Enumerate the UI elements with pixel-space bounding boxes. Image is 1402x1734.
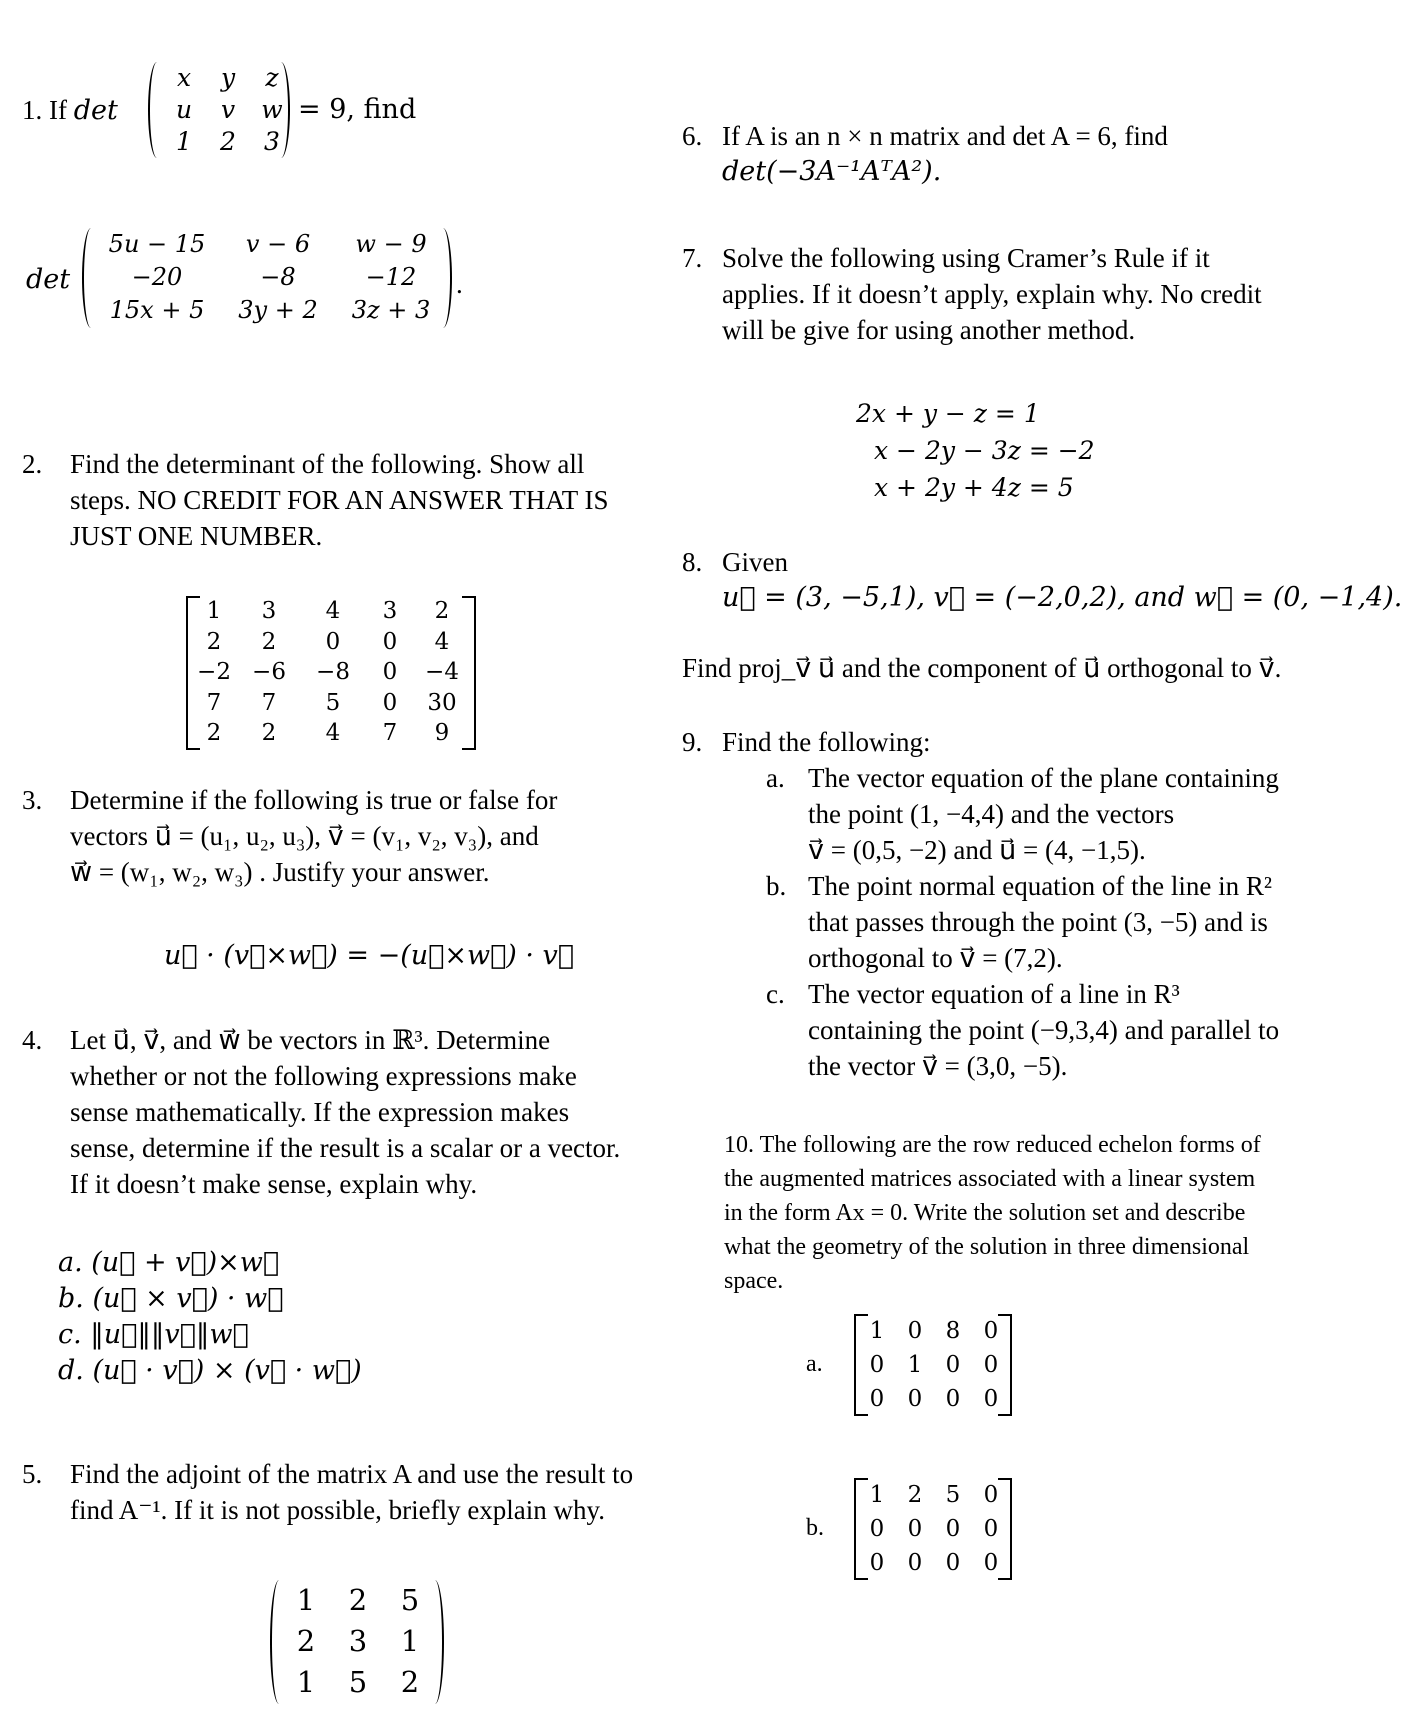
q1-matrix-1 (148, 62, 290, 158)
matrix-cell: 3 (348, 1624, 368, 1658)
matrix-cell: −8 (260, 263, 296, 291)
matrix-cell: 1 (176, 127, 192, 156)
matrix-cell: 1 (296, 1583, 316, 1617)
q7-line-3: will be give for using another method. (722, 315, 1136, 345)
q1-period: . (456, 269, 463, 299)
matrix-cell: −20 (131, 263, 183, 291)
q3-line-3: w⃗ = (w₁, w₂, w₃) . Justify your answer. (70, 857, 490, 887)
matrix-cell: 1 (907, 1352, 923, 1378)
q8-number: 8. (682, 547, 703, 577)
matrix-cell: 3 (264, 127, 280, 156)
q6-line-2: det(−3A⁻¹AᵀA²). (722, 156, 942, 187)
matrix-cell: 3 (261, 598, 277, 624)
q1-number: 1. (22, 95, 43, 125)
matrix-cell: 0 (907, 1386, 923, 1412)
q10-line-4: what the geometry of the solution in three dimensional (724, 1234, 1250, 1260)
matrix-cell: 2 (261, 720, 277, 746)
q9b-line-2: that passes through the point (3, −5) and is (808, 907, 1268, 937)
q4-item-a: a. (u⃗ + v⃗)×w⃗ (58, 1247, 280, 1278)
q10-line-3: in the form Ax = 0. Write the solution set and describe (724, 1200, 1246, 1226)
matrix-cell: 0 (907, 1516, 923, 1542)
q9a-line-3: v⃗ = (0,5, −2) and u⃗ = (4, −1,5). (808, 835, 1146, 865)
matrix-cell: 2 (206, 628, 222, 655)
q10a-matrix-cells (858, 1314, 1010, 1416)
q7-line-2: applies. If it doesn’t apply, explain why. No credit (722, 279, 1262, 309)
matrix-cell: 4 (434, 628, 450, 655)
q5-line-2: find A⁻¹. If it is not possible, briefly explain why. (70, 1495, 606, 1525)
matrix-cell: 5 (348, 1665, 368, 1699)
q4-item-b: b. (u⃗ × v⃗) · w⃗ (58, 1283, 284, 1314)
q7-equation-2: x − 2y − 3z = −2 (874, 436, 1095, 465)
q2-line-3: JUST ONE NUMBER. (70, 521, 323, 551)
q10-line-5: space. (724, 1268, 784, 1294)
q10b-matrix (854, 1478, 1012, 1580)
matrix-cell: −6 (252, 659, 286, 685)
matrix-cell: −8 (316, 659, 350, 685)
matrix-cell: 5u − 15 (108, 230, 206, 258)
q2-line-1: Find the determinant of the following. Show all (70, 449, 585, 479)
q2-line-2: steps. NO CREDIT FOR AN ANSWER THAT IS (70, 485, 609, 515)
matrix-cell: 30 (427, 689, 457, 716)
q9-number: 9. (682, 727, 703, 757)
question-1 (22, 62, 463, 352)
matrix-cell: z (265, 63, 279, 92)
q7-line-1: Solve the following using Cramer’s Rule if it (722, 243, 1210, 273)
q9a-line-2: the point (1, −4,4) and the vectors (808, 799, 1175, 829)
q9-title: Find the following: (722, 727, 931, 757)
matrix-cell: 0 (869, 1386, 885, 1412)
q9a-label: a. (766, 763, 785, 793)
matrix-cell: 8 (945, 1318, 961, 1344)
q10-line-1: 10. The following are the row reduced echelon forms of (724, 1132, 1261, 1158)
matrix-cell: −2 (197, 659, 231, 685)
q4-item-d: d. (u⃗ · v⃗) × (v⃗ · w⃗) (58, 1355, 362, 1386)
q1-det-label: det (73, 95, 118, 126)
matrix-cell: 2 (206, 720, 222, 746)
q8-find: Find proj_v⃗ u⃗ and the component of u⃗ orthogonal to v⃗. (682, 653, 1282, 683)
matrix-cell: 4 (325, 720, 341, 746)
matrix-cell: 7 (206, 689, 222, 716)
matrix-cell: 0 (945, 1516, 961, 1542)
matrix-cell: 7 (382, 720, 398, 746)
q9b-line-3: orthogonal to v⃗ = (7,2). (808, 943, 1063, 973)
q10b-label: b. (806, 1515, 824, 1541)
q1-matrix-1-cells (162, 62, 294, 158)
matrix-cell: 0 (945, 1386, 961, 1412)
matrix-cell: u (175, 95, 193, 124)
q4-number: 4. (22, 1025, 43, 1055)
matrix-cell: 5 (400, 1583, 420, 1617)
q8-given: Given (722, 547, 788, 577)
matrix-cell: 3y + 2 (238, 296, 318, 324)
matrix-cell: 0 (907, 1550, 923, 1576)
q3-line-2: vectors u⃗ = (u₁, u₂, u₃), v⃗ = (v₁, v₂, v₃), and (70, 821, 539, 851)
matrix-cell: 3z + 3 (351, 296, 431, 324)
q2-matrix-cells (192, 596, 468, 749)
matrix-cell: 2 (434, 598, 450, 624)
q7-equation-1: 2x + y − z = 1 (856, 399, 1040, 428)
matrix-cell: 2 (400, 1665, 420, 1699)
q9b-label: b. (766, 871, 787, 901)
matrix-cell: 7 (261, 689, 277, 716)
matrix-cell: 1 (869, 1318, 885, 1344)
q10a-matrix (854, 1314, 1012, 1416)
q9a-line-1: The vector equation of the plane containing (808, 763, 1279, 793)
q9c-line-2: containing the point (−9,3,4) and parallel to (808, 1015, 1280, 1045)
matrix-cell: 0 (983, 1318, 999, 1344)
matrix-cell: 5 (325, 689, 341, 716)
q6-line-1: If A is an n × n matrix and det A = 6, find (722, 121, 1168, 151)
matrix-cell: w − 9 (355, 230, 427, 258)
q4-line-2: whether or not the following expressions make (70, 1061, 577, 1091)
q3-line-1: Determine if the following is true or false for (70, 785, 558, 815)
matrix-cell: 0 (869, 1516, 885, 1542)
q4-item-c: c. ‖u⃗‖‖v⃗‖w⃗ (58, 1319, 249, 1350)
matrix-cell: 1 (869, 1482, 885, 1508)
matrix-cell: 0 (907, 1318, 923, 1344)
q2-matrix (186, 596, 476, 750)
matrix-cell: 2 (296, 1624, 316, 1658)
matrix-cell: v − 6 (245, 230, 311, 258)
q7-equation-3: x + 2y + 4z = 5 (874, 473, 1074, 502)
q4-line-4: sense, determine if the result is a scalar or a vector. (70, 1133, 621, 1163)
q9c-line-1: The vector equation of a line in R³ (808, 979, 1180, 1009)
matrix-cell: 0 (382, 689, 398, 716)
q1-equals-find: = 9, find (298, 94, 417, 125)
matrix-cell: −12 (365, 263, 417, 291)
matrix-cell: 0 (983, 1482, 999, 1508)
q4-line-3: sense mathematically. If the expression makes (70, 1097, 570, 1127)
matrix-cell: y (220, 63, 236, 92)
matrix-cell: 2 (220, 127, 236, 156)
q10a-label: a. (806, 1351, 823, 1377)
matrix-cell: 2 (261, 628, 277, 655)
matrix-cell: 9 (434, 720, 450, 746)
q10-line-2: the augmented matrices associated with a linear system (724, 1166, 1256, 1192)
matrix-cell: 4 (325, 598, 341, 624)
matrix-cell: 2 (907, 1482, 923, 1508)
matrix-cell: 2 (348, 1583, 368, 1617)
matrix-cell: x (176, 63, 192, 92)
matrix-cell: −4 (425, 659, 459, 685)
q1-matrix-2 (82, 228, 452, 328)
q1-if: If (49, 95, 67, 125)
q1-matrix-2-cells (92, 228, 448, 327)
q9b-line-1: The point normal equation of the line in R² (808, 871, 1272, 901)
q3-equation: u⃗ · (v⃗×w⃗) = −(u⃗×w⃗) · v⃗ (164, 940, 575, 971)
matrix-cell: 0 (382, 628, 398, 655)
q9c-label: c. (766, 979, 785, 1009)
matrix-cell: 0 (983, 1352, 999, 1378)
matrix-cell: 0 (983, 1386, 999, 1412)
q5-line-1: Find the adjoint of the matrix A and use the result to (70, 1459, 634, 1489)
q5-matrix-cells (280, 1580, 436, 1703)
q10b-matrix-cells (858, 1478, 1010, 1580)
q3-number: 3. (22, 785, 43, 815)
matrix-cell: 0 (983, 1550, 999, 1576)
matrix-cell: 1 (206, 598, 222, 624)
q4-line-5: If it doesn’t make sense, explain why. (70, 1169, 478, 1199)
matrix-cell: 1 (400, 1624, 420, 1658)
q4-line-1: Let u⃗, v⃗, and w⃗ be vectors in ℝ³. Determine (70, 1025, 551, 1055)
matrix-cell: w (261, 95, 283, 124)
matrix-cell: 5 (945, 1482, 961, 1508)
q5-number: 5. (22, 1459, 43, 1489)
q5-matrix (270, 1580, 444, 1704)
q1-det-label-2: det (26, 264, 71, 295)
matrix-cell: 0 (869, 1550, 885, 1576)
q4-items (58, 1245, 362, 1389)
matrix-cell: 0 (983, 1516, 999, 1542)
matrix-cell: 0 (382, 659, 398, 685)
q8-vectors: u⃗ = (3, −5,1), v⃗ = (−2,0,2), and w⃗ = (0, −1,4). (722, 582, 1402, 613)
q9c-line-3: the vector v⃗ = (3,0, −5). (808, 1051, 1068, 1081)
matrix-cell: v (220, 95, 236, 124)
q2-number: 2. (22, 449, 43, 479)
matrix-cell: 3 (382, 598, 398, 624)
matrix-cell: 0 (945, 1550, 961, 1576)
matrix-cell: 0 (945, 1352, 961, 1378)
q6-number: 6. (682, 121, 703, 151)
q7-number: 7. (682, 243, 703, 273)
matrix-cell: 15x + 5 (109, 296, 205, 324)
matrix-cell: 0 (869, 1352, 885, 1378)
matrix-cell: 1 (296, 1665, 316, 1699)
matrix-cell: 0 (325, 628, 341, 655)
